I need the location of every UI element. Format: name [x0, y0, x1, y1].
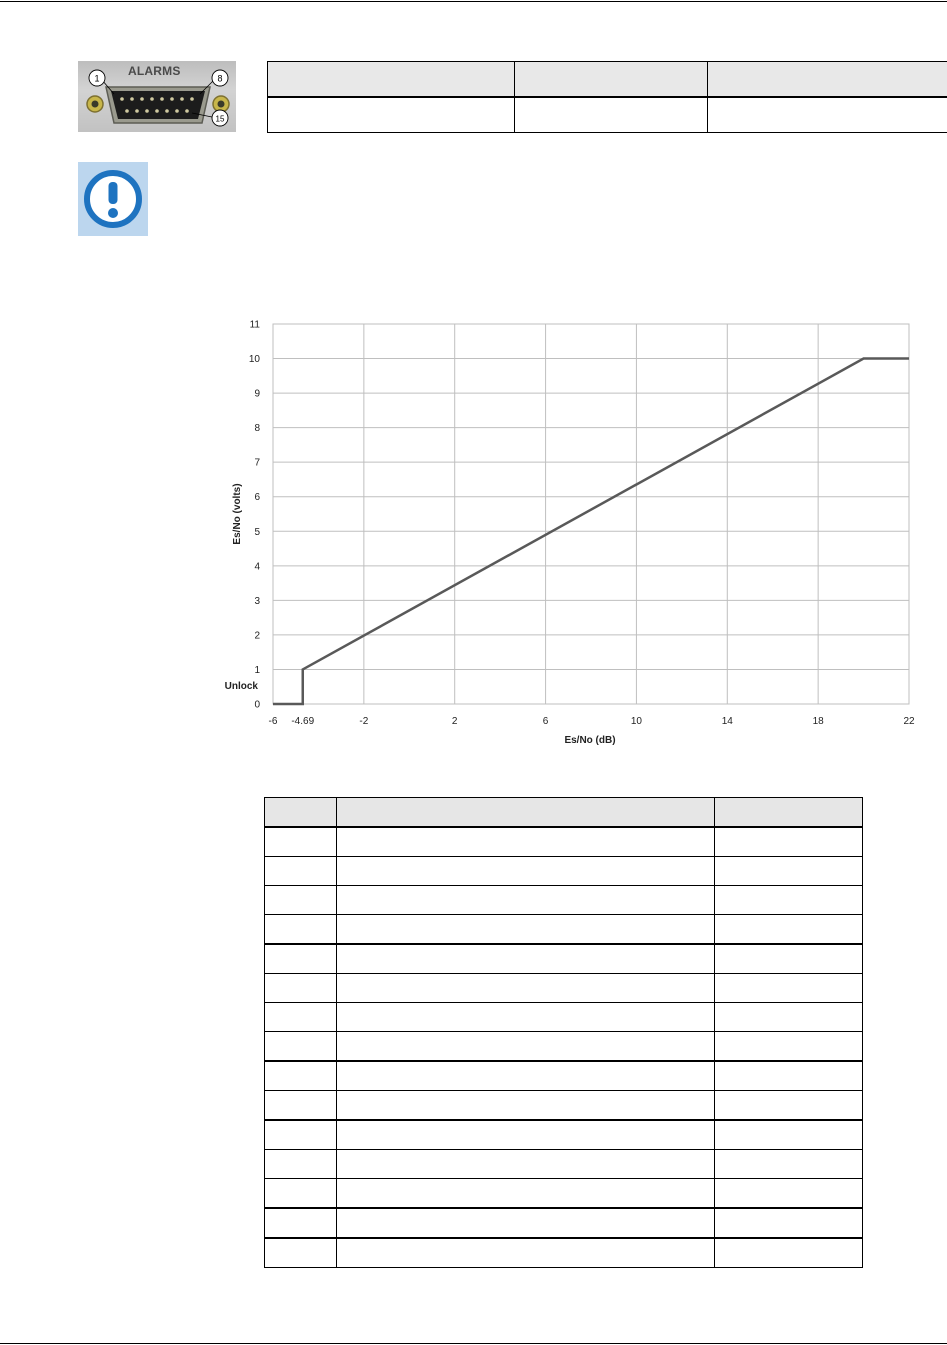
y-tick-label: 6 — [254, 492, 260, 504]
y-tick-label: 8 — [254, 423, 260, 435]
table-row — [265, 1032, 863, 1062]
x-tick-label: -2 — [359, 716, 369, 727]
table-cell — [265, 1120, 337, 1150]
exclamation-circle-icon — [78, 162, 148, 236]
y-tick-label: 0 — [254, 699, 260, 711]
y-tick-label: 1 — [254, 664, 260, 676]
table-cell — [715, 886, 863, 915]
table-cell — [337, 857, 715, 886]
table-row — [265, 1003, 863, 1032]
x-tick-label: 22 — [903, 716, 915, 727]
table-row — [265, 1179, 863, 1209]
table-header-row — [265, 798, 863, 828]
table-cell — [337, 1091, 715, 1121]
y-tick-label: 3 — [254, 595, 260, 607]
table-cell — [715, 974, 863, 1003]
pin-callout-1: 1 — [94, 73, 100, 84]
table-cell — [715, 857, 863, 886]
y-tick-label: 10 — [248, 354, 260, 366]
table-cell — [337, 1061, 715, 1091]
table-cell — [265, 915, 337, 945]
table-cell — [715, 1179, 863, 1209]
table-cell — [337, 886, 715, 915]
table-cell — [337, 915, 715, 945]
table-cell — [715, 1003, 863, 1032]
table-cell — [337, 1032, 715, 1062]
table-cell — [265, 886, 337, 915]
table-cell — [265, 1208, 337, 1238]
table-cell — [715, 1208, 863, 1238]
plot-frame — [273, 324, 909, 704]
header-cell — [268, 62, 515, 98]
table-cell — [715, 1091, 863, 1121]
table-row — [265, 944, 863, 974]
table-cell — [715, 827, 863, 857]
table-cell — [715, 1032, 863, 1062]
table-cell — [337, 1208, 715, 1238]
table-cell — [268, 97, 515, 133]
footer-rule — [0, 1343, 947, 1344]
table-cell — [265, 1061, 337, 1091]
table-row — [265, 886, 863, 915]
y-axis-label: Es/No (volts) — [232, 483, 243, 545]
table-cell — [337, 1179, 715, 1209]
table-row — [265, 1120, 863, 1150]
chart-gridlines — [273, 324, 909, 704]
table-row — [265, 1150, 863, 1179]
table-cell — [265, 857, 337, 886]
connector-label: ALARMS — [128, 64, 181, 78]
x-tick-label: 10 — [630, 716, 642, 727]
table-cell — [265, 1238, 337, 1268]
x-tick-label: -6 — [268, 716, 278, 727]
y-tick-label: 7 — [254, 457, 260, 469]
table-cell — [715, 915, 863, 945]
header-cell — [265, 798, 337, 828]
table-cell — [337, 1150, 715, 1179]
table-cell — [265, 1179, 337, 1209]
table-cell — [715, 1120, 863, 1150]
table-row — [265, 974, 863, 1003]
x-tick-label: -4.69 — [291, 716, 315, 727]
table-cell — [265, 827, 337, 857]
x-tick-label: 6 — [542, 716, 549, 727]
table-cell — [515, 97, 708, 133]
y-tick-label: 9 — [254, 388, 260, 400]
table-cell — [337, 1238, 715, 1268]
connector-info-table — [267, 61, 947, 133]
table-cell — [265, 974, 337, 1003]
caution-icon — [78, 162, 148, 236]
table-cell — [708, 97, 947, 133]
table-cell — [265, 1032, 337, 1062]
x-tick-label: 18 — [812, 716, 824, 727]
table-row — [265, 915, 863, 945]
x-axis-label: Es/No (dB) — [564, 735, 616, 746]
header-cell — [515, 62, 708, 98]
table-cell — [715, 1150, 863, 1179]
table-cell — [337, 1120, 715, 1150]
table-row — [265, 1061, 863, 1091]
table-cell — [265, 944, 337, 974]
y-tick-label: 2 — [254, 630, 260, 642]
table-cell — [337, 944, 715, 974]
y-tick-label: 5 — [254, 526, 260, 538]
alarms-connector-photo — [78, 61, 236, 132]
header-cell — [337, 798, 715, 828]
table-row — [265, 1091, 863, 1121]
table-cell — [265, 1091, 337, 1121]
x-tick-label: 2 — [451, 716, 458, 727]
table-row — [265, 827, 863, 857]
header-cell — [715, 798, 863, 828]
table-cell — [337, 827, 715, 857]
table-row — [268, 97, 947, 133]
pin-callout-15: 15 — [215, 114, 225, 124]
header-cell — [708, 62, 947, 98]
esno-voltage-chart — [200, 310, 930, 760]
table-header-row — [268, 62, 947, 98]
table-cell — [715, 944, 863, 974]
table-cell — [265, 1150, 337, 1179]
chart-ticks — [249, 320, 915, 728]
table-row — [265, 1238, 863, 1268]
table-row — [265, 1208, 863, 1238]
table-cell — [337, 1003, 715, 1032]
header-rule — [0, 1, 947, 2]
x-tick-label: 14 — [721, 716, 733, 727]
table-cell — [265, 1003, 337, 1032]
y-tick-label: 11 — [249, 319, 260, 331]
pin-assignment-table — [264, 797, 863, 1268]
table-cell — [715, 1061, 863, 1091]
y-tick-label: 4 — [254, 561, 260, 573]
table-cell — [715, 1238, 863, 1268]
unlock-annotation: Unlock — [224, 681, 258, 692]
table-row — [265, 857, 863, 886]
table-cell — [337, 974, 715, 1003]
pin-callout-8: 8 — [217, 73, 223, 84]
